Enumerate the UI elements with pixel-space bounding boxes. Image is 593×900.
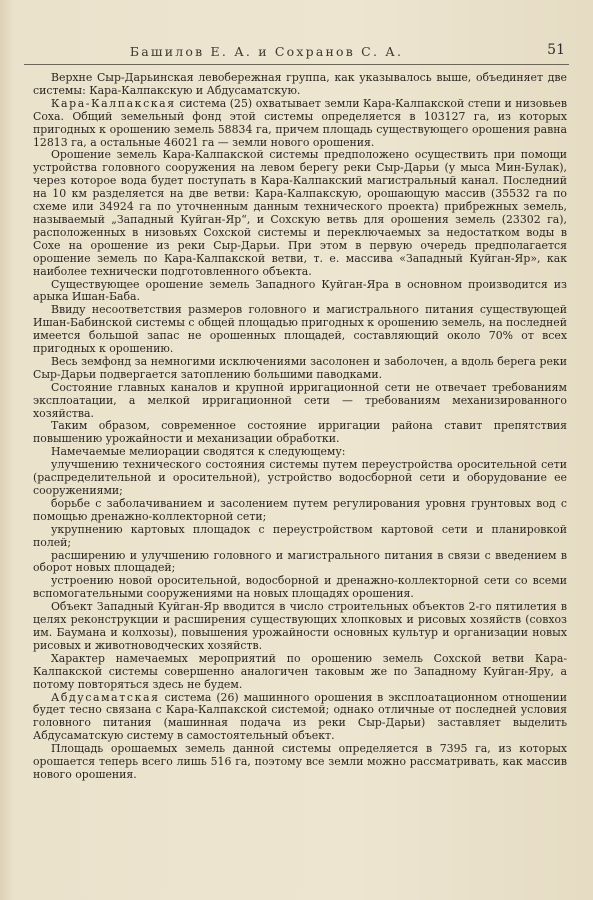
paragraph: Характер намечаемых мероприятий по орошению земель Сохской ветви Кара-Калпакской системы совершенно аналогичен таковым же по Западному Куйган-Яру, а потому повторяться здесь не будем. (33, 651, 567, 691)
running-head: Башилов Е. А. и Сохранов С. А. (129, 44, 404, 59)
list-item: улучшению технического состояния системы путем переустройства оросительной сети (распределительной и оросительной), устройство водосборной сети и оборудование ее сооружениями; (33, 458, 567, 497)
paragraph-text: система (26) машинного орошения в эксплоатационном отношении будет тесно связана с Кара-Калпакской системой; однако отличные от последней условия головного питания (машинная подача из реки Сыр-Дарьи) заставляет выделить Абдусаматскую систему в самостоятельный объект. (33, 690, 567, 743)
paragraph: Площадь орошаемых земель данной системы определяется в 7395 га, из которых орошается теперь всего лишь 516 га, поэтому все земли можно рассматривать, как массив нового орошения. (33, 742, 567, 781)
paragraph: Намечаемые мелиорации сводятся к следующему: (51, 445, 346, 459)
system-name: Абдусаматская (51, 690, 160, 704)
paragraph (33, 98, 567, 150)
page-header (24, 40, 569, 65)
list-item: борьбе с заболачиванием и засолением путем регулирования уровня грунтовых вод с помощью дренажно-коллекторной сети; (33, 496, 567, 523)
paragraph: Верхне Сыр-Дарьинская левобережная группа, как указывалось выше, объединяет две системы: Кара-Калпакскую и Абдусаматскую. (33, 71, 567, 97)
paragraph: Орошение земель Кара-Калпакской системы предположено осуществить при помощи устройства головного сооружения на левом берегу реки Сыр-Дарьи (у мыса Мин-Булак), через которое вода будет поступать в Кара-Калпакский магистральный канал. Последний на 10 км разделяется на две ветви: Кара-Калпакскую, орошающую массив (35532 га по схеме или 34924 га по уточненным данным технического проекта) прибрежных земель, называемый „Западный Куйган-Яр“, и Сохскую ветвь для орошения земель (23302 га), расположенных в низовьях Сохской системы и переключаемых за недостатком воды в Сохе на орошение из реки Сыр-Дарьи. При этом в первую очередь предполагается орошение земель по Кара-Калпакской ветви, т. е. массива «Западный Куйган-Яр», как наиболее технически подготовленного объекта. (33, 148, 567, 278)
paragraph (33, 692, 567, 744)
paragraph: Состояние главных каналов и крупной ирригационной сети не отвечает требованиям эксплоатации, а мелкой ирригационной сети — требованиям механизированного хозяйства. (33, 380, 567, 420)
list-item: устроению новой оросительной, водосборной и дренажно-коллекторной сети со всеми вспомогательными сооружениями на новых площадях орошения. (33, 574, 567, 601)
paragraph: Таким образом, современное состояние ирригации района ставит препятствия повышению урожайности и механизации обработки. (33, 419, 567, 446)
paragraph: Ввиду несоответствия размеров головного и магистрального питания существующей Ишан-Бабинской системы с общей площадью пригодных к орошению земель, на последней имеется большой запас не орошенных площадей, составляющий около 70% от всех пригодных к орошению. (33, 303, 567, 356)
system-name: Кара-Калпакская (51, 96, 176, 110)
paragraph: Объект Западный Куйган-Яр вводится в число строительных объектов 2-го пятилетия в целях реконструкции и расширения существующих хлопковых и рисовых хозяйств (совхоз им. Баумана и колхозы), повышения урожайности основных культур и организации новых рисовых и животноводческих хозяйств. (33, 600, 567, 652)
list-item: расширению и улучшению головного и магистрального питания в связи с введением в оборот новых площадей; (33, 548, 567, 575)
paragraph-text: система (25) охватывает земли Кара-Калпакской степи и низовьев Соха. Общий земельный фонд этой системы определяется в 103127 га, из которых пригодных к орошению земель 58834 га, причем площадь существующего орошения равна 12813 га, а остальные 46021 га — земли нового орошения. (33, 96, 567, 149)
list-item: укрупнению картовых площадок с переустройством картовой сети и планировкой полей; (33, 522, 567, 549)
page-number: 51 (547, 42, 565, 58)
paragraph: Весь земфонд за немногими исключениями засолонен и заболочен, а вдоль берега реки Сыр-Дарьи подвергается затоплению большими паводками. (33, 354, 567, 381)
paragraph: Существующее орошение земель Западного Куйган-Яра в основном производится из арыка Ишан-Баба. (33, 277, 567, 304)
body-text (33, 72, 567, 782)
